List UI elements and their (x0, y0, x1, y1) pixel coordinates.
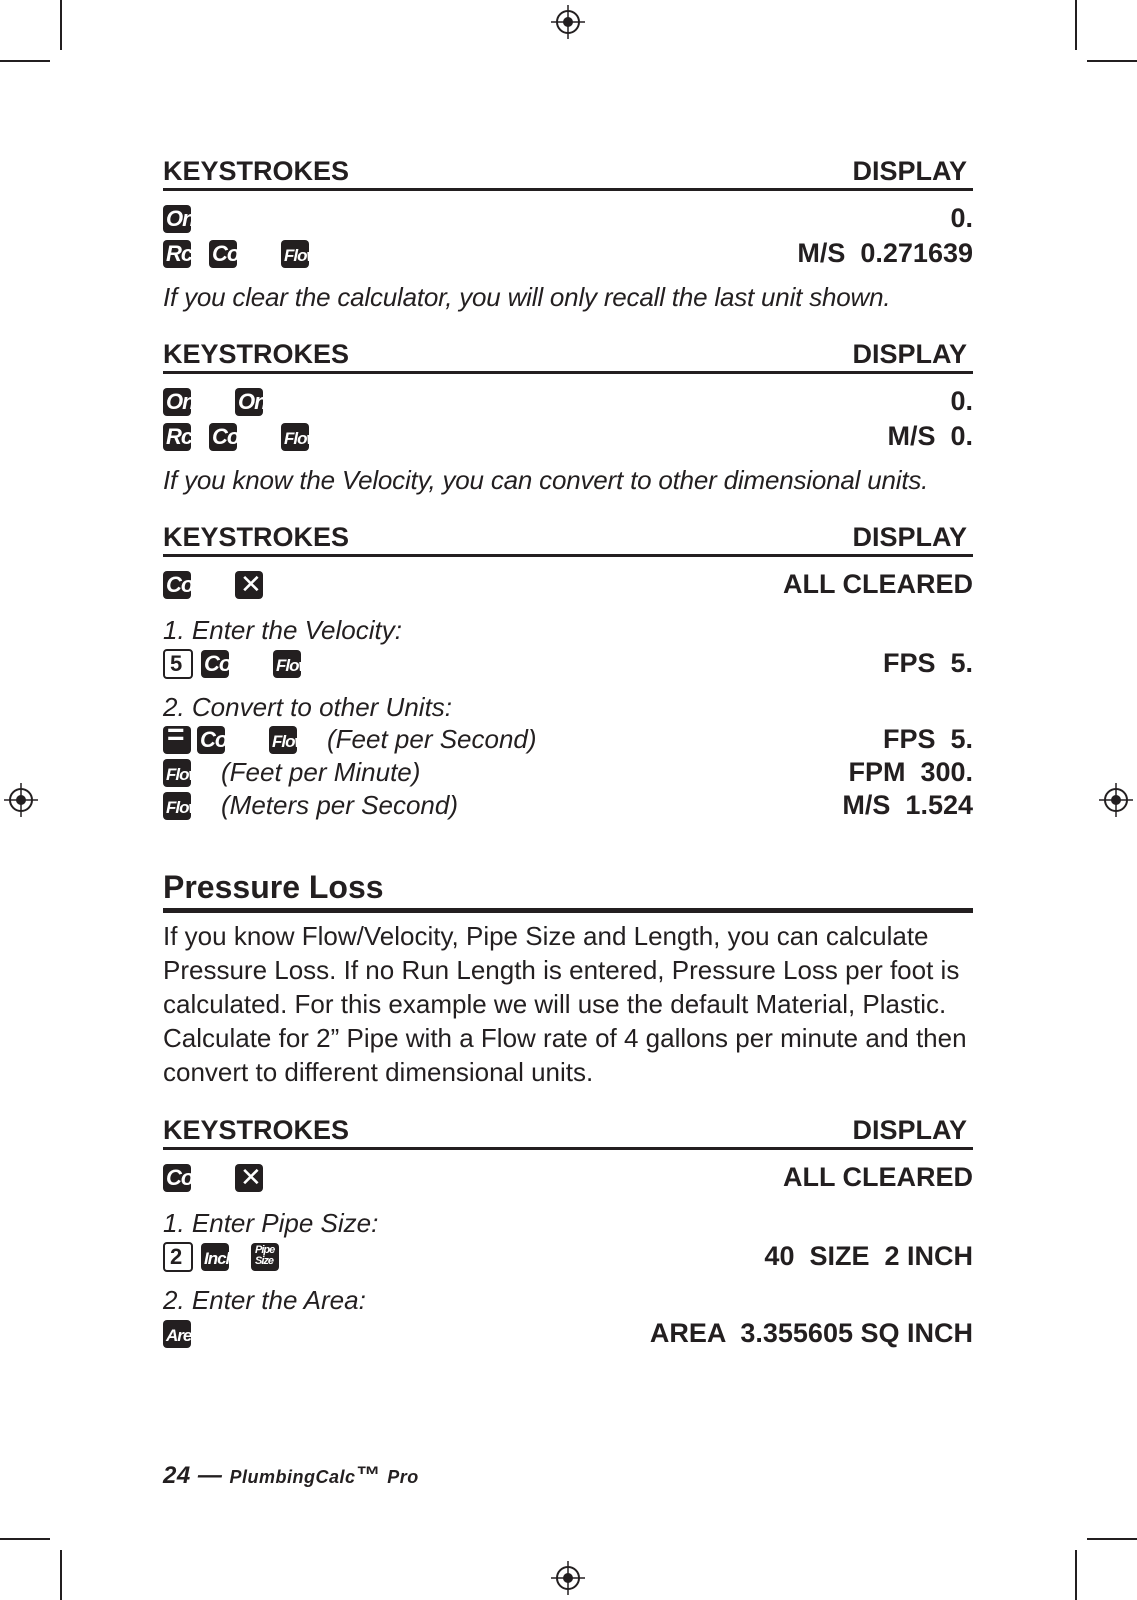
crop-mark (60, 1550, 62, 1600)
unit-description: (Meters per Second) (221, 790, 458, 820)
keystrokes-header: KEYSTROKES (163, 339, 350, 369)
display-value: FPS 5. (882, 724, 973, 754)
keystrokes-header: KEYSTROKES (163, 522, 350, 552)
clear-all-key-icon: ✕ (235, 571, 263, 599)
conv-key-icon: Conv (201, 650, 229, 678)
page-footer (163, 1462, 419, 1490)
step-title: 1. Enter the Velocity: (163, 615, 402, 645)
step-title: 1. Enter Pipe Size: (163, 1208, 379, 1238)
keystroke-row (163, 646, 973, 681)
trademark-symbol: ™ (355, 1462, 381, 1489)
flow-key-icon: Flow (281, 423, 309, 451)
display-header: DISPLAY (852, 1115, 967, 1145)
keystroke-row (163, 1160, 973, 1195)
step-title: 2. Convert to other Units: (163, 692, 453, 722)
keystroke-row (163, 419, 973, 454)
conv-key-icon: Conv (209, 240, 237, 268)
crop-mark (1087, 1538, 1137, 1540)
step-title: 2. Enter the Area: (163, 1285, 366, 1315)
display-value: M/S 1.524 (842, 790, 973, 820)
table-header (163, 1115, 973, 1150)
flow-key-icon: Flow (163, 759, 191, 787)
keystroke-row (163, 1239, 973, 1274)
table-header (163, 339, 973, 374)
rcl-key-icon: Rcl (163, 240, 191, 268)
display-value: FPM 300. (848, 757, 973, 787)
product-edition: Pro (387, 1467, 419, 1487)
on-key-icon: On (163, 388, 191, 416)
keystroke-row (163, 567, 973, 602)
unit-description: (Feet per Minute) (221, 757, 421, 787)
keystroke-row (163, 384, 973, 419)
display-value: 40 SIZE 2 INCH (764, 1241, 973, 1271)
keystroke-row (163, 201, 973, 236)
area-key-icon: Area (163, 1320, 191, 1348)
display-header: DISPLAY (852, 339, 967, 369)
conv-key-icon: Conv (163, 1164, 191, 1192)
equals-key-icon: = (163, 726, 191, 754)
display-value: AREA 3.355605 SQ INCH (649, 1318, 973, 1348)
conv-key-icon: Conv (209, 423, 237, 451)
registration-mark-icon (1099, 783, 1133, 817)
section-title: Pressure Loss (163, 868, 973, 913)
page-content (163, 156, 973, 1351)
inch-key-icon: Inch (201, 1243, 229, 1271)
crop-mark (0, 60, 50, 62)
display-value: ALL CLEARED (782, 569, 973, 599)
conv-key-icon: Conv (163, 571, 191, 599)
crop-mark (0, 1538, 50, 1540)
keystroke-row (163, 236, 973, 271)
page-number: 24 (163, 1462, 191, 1489)
keystroke-row (163, 1316, 973, 1351)
crop-mark (1075, 0, 1077, 50)
footer-dash: — (197, 1462, 223, 1489)
display-value: 0. (950, 203, 973, 233)
digit-key-icon: 5 (163, 649, 193, 679)
table-header (163, 522, 973, 557)
table-header (163, 156, 973, 191)
note-text: If you clear the calculator, you will only recall the last unit shown. (163, 282, 891, 312)
crop-mark (1075, 1550, 1077, 1600)
display-header: DISPLAY (852, 156, 967, 186)
keystrokes-header: KEYSTROKES (163, 156, 350, 186)
note-text: If you know the Velocity, you can convert to other dimensional units. (163, 465, 929, 495)
unit-description: (Feet per Second) (327, 724, 537, 754)
display-header: DISPLAY (852, 522, 967, 552)
display-value: ALL CLEARED (782, 1162, 973, 1192)
flow-key-icon: Flow (269, 726, 297, 754)
registration-mark-icon (4, 783, 38, 817)
on-key-icon: On (235, 388, 263, 416)
clear-all-key-icon: ✕ (235, 1164, 263, 1192)
on-key-icon: On (163, 205, 191, 233)
display-value: 0. (950, 386, 973, 416)
keystrokes-header: KEYSTROKES (163, 1115, 350, 1145)
flow-key-icon: Flow (281, 240, 309, 268)
product-name: PlumbingCalc (229, 1467, 356, 1487)
flow-key-icon: Flow (163, 792, 191, 820)
keystroke-row (163, 756, 973, 789)
registration-mark-icon (551, 1561, 585, 1595)
keystroke-row (163, 789, 973, 822)
digit-key-icon: 2 (163, 1242, 193, 1272)
display-value: FPS 5. (882, 648, 973, 678)
keystroke-row (163, 717, 973, 756)
crop-mark (1087, 60, 1137, 62)
display-value: M/S 0.271639 (797, 238, 973, 268)
conv-key-icon: Conv (197, 726, 225, 754)
display-value: M/S 0. (887, 421, 973, 451)
rcl-key-icon: Rcl (163, 423, 191, 451)
registration-mark-icon (551, 5, 585, 39)
section-paragraph: If you know Flow/Velocity, Pipe Size and Length, you can calculate Pressure Loss. If no Run Length is entered, Pressure Loss per foot is calculated. For this example we will use the default Material, Plastic. Calculate for 2” Pipe with a Flow rate of 4 gallons per minute and then convert to different dimensional units. (163, 921, 967, 1087)
pipe-size-key-icon: Pipe Size (251, 1243, 279, 1271)
crop-mark (60, 0, 62, 50)
flow-key-icon: Flow (273, 650, 301, 678)
